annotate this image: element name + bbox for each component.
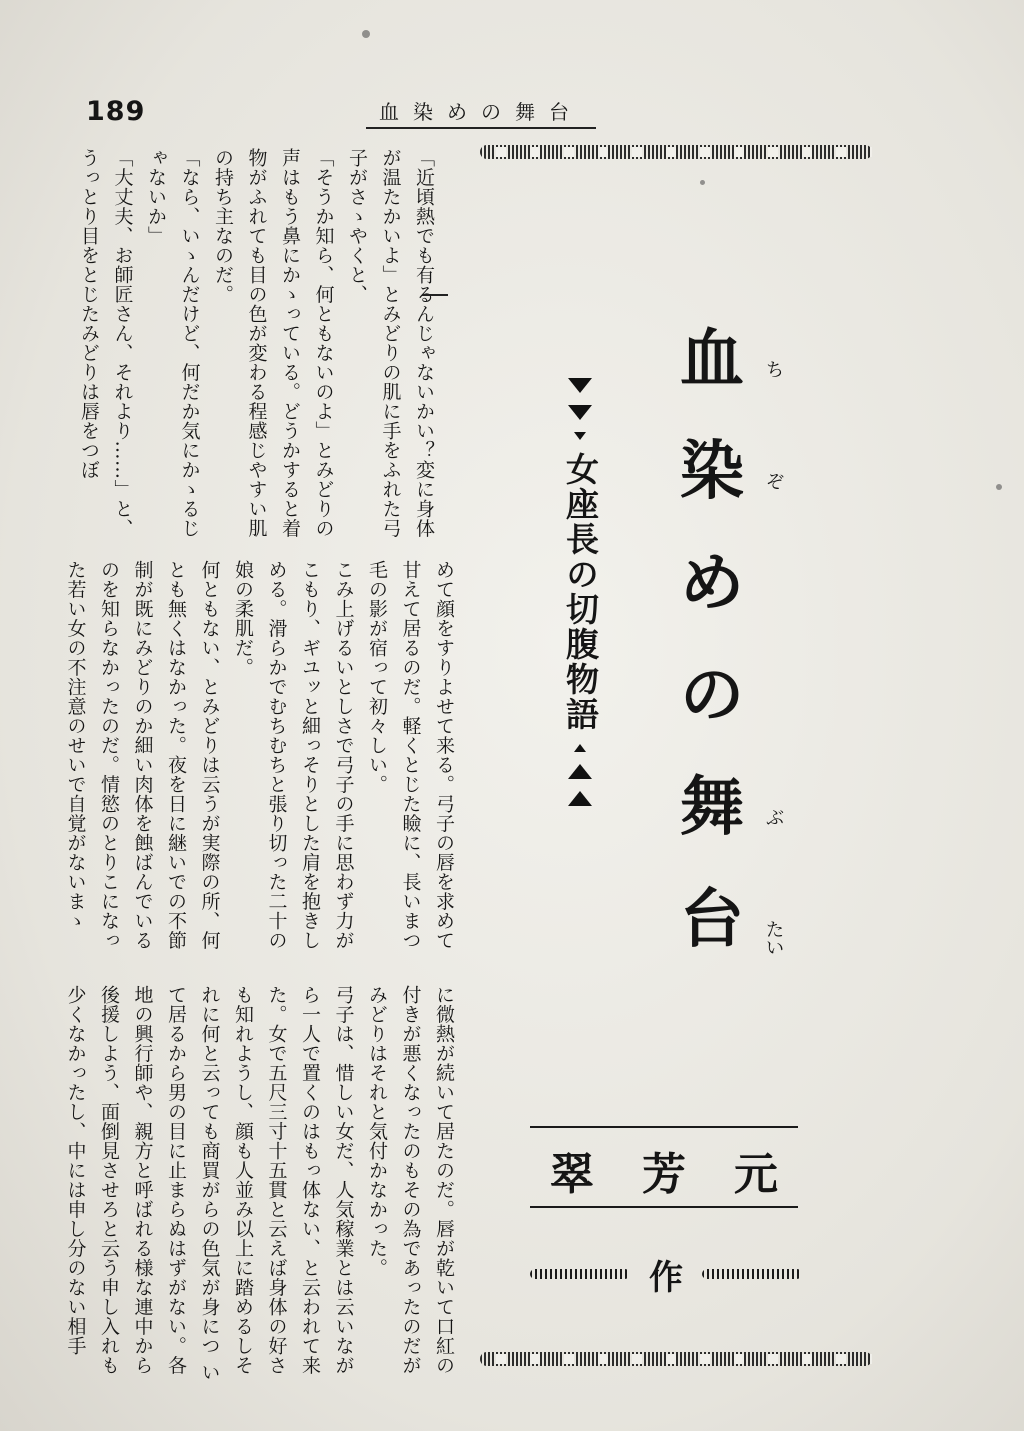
author-name bbox=[530, 1138, 798, 1202]
print-speck bbox=[362, 30, 370, 38]
author-char: 元 bbox=[734, 1149, 778, 1200]
title-char: 台 たい bbox=[680, 888, 790, 1000]
flourish-ornament bbox=[530, 1269, 630, 1279]
title-char: 血 ち bbox=[680, 322, 784, 397]
paragraph: 「近頃熱でも有るんじゃないかい？変に身体が温たかいよ」とみどりの肌に手をふれた弓子がさゝやくと、 bbox=[346, 148, 435, 538]
author-char: 芳 bbox=[642, 1149, 686, 1200]
paragraph: 「大丈夫、お師匠さん、それより……」と、うっとり目をとじたみどりは唇をつぼ bbox=[78, 148, 134, 538]
triangle-down-icon bbox=[568, 378, 592, 393]
author-char: 翠 bbox=[550, 1149, 594, 1200]
body-text-block-2 bbox=[64, 560, 460, 960]
triangle-up-icon bbox=[568, 791, 592, 806]
paragraph: 「そうか知ら、何ともないのよ」とみどりの声はもう鼻にかゝっている。どうかすると着物がふれても目の色が変わる程感じやすい肌の持ち主なのだ。 bbox=[212, 148, 335, 538]
subtitle-block bbox=[558, 378, 602, 938]
body-text-block-1 bbox=[78, 148, 440, 543]
decorative-border-bottom bbox=[480, 1352, 872, 1366]
credit-row bbox=[530, 1254, 802, 1298]
print-speck bbox=[996, 484, 1002, 490]
paragraph: 弓子は、惜しい女だ、人気稼業とは云いながら一人で置くのはもっ体ない、と云われて来た。女で五尺三寸十五貫と云えば身体の好さも知れようし、顔も人並み以上に踏めるしそれに何と云っても商買がらの色気が身につ いて居るから男の目に止まらぬはずがない。各地の興行師や、親方と呼ばれる様な連中から後援しよう、面倒見させろと云う申し入れも少くなかったし、中には申し分のない相手 bbox=[64, 985, 355, 1382]
triangle-up-icon bbox=[568, 764, 592, 779]
subtitle: 女座長の切腹物語 bbox=[561, 452, 600, 732]
title-ruby: ぞ bbox=[766, 472, 784, 493]
title-ruby: ち bbox=[766, 360, 784, 381]
title-char: め bbox=[680, 546, 744, 621]
paragraph: 「なら、いゝんだけど、何だか気にかゝるじゃないか」 bbox=[145, 148, 201, 538]
body-text-block-3 bbox=[64, 985, 460, 1390]
running-title: 血染めの舞台 bbox=[366, 96, 596, 129]
author-rule-bottom bbox=[530, 1206, 798, 1208]
paragraph: こみ上げるいとしさで弓子の手に思わず力がこもり、ギユッと細っそりとした肩を抱きしめる。滑らかでむちむちと張り切った二十の娘の柔肌だ。 bbox=[232, 560, 355, 950]
section-number bbox=[422, 294, 448, 299]
title-ruby: ぶ bbox=[766, 808, 784, 829]
title-char: の bbox=[680, 658, 744, 733]
triangle-up-icon bbox=[574, 744, 586, 752]
print-speck bbox=[700, 180, 705, 185]
title-char: 染 ぞ bbox=[680, 434, 784, 509]
main-title bbox=[680, 322, 790, 959]
paragraph: めて顔をすりよせて来る。弓子の唇を求めて甘えて居るのだ。軽くとじた瞼に、長いまつ毛の影が宿って初々しい。 bbox=[366, 560, 455, 950]
paragraph: 何ともない、とみどりは云うが実際の所、何とも無くはなかった。夜を日に継いでの不節制が既にみどりのか細い肉体を蝕ばんでいるのを知らなかったのだ。情慾のとりこになった若い女の不注意のせいで自覚がないまゝ bbox=[64, 560, 221, 950]
paragraph: に微熱が続いて居たのだ。唇が乾いて口紅の付きが悪くなったのもその為であったのだがみどりはそれと気付かなかった。 bbox=[366, 985, 455, 1375]
page-number: 189 bbox=[86, 96, 146, 127]
title-char: 舞 ぶ bbox=[680, 770, 784, 845]
flourish-ornament bbox=[702, 1269, 802, 1279]
author-rule-top bbox=[530, 1126, 798, 1128]
triangle-down-icon bbox=[574, 432, 586, 440]
decorative-border-top bbox=[480, 145, 872, 159]
credit-label: 作 bbox=[649, 1257, 683, 1298]
title-ruby: たい bbox=[766, 920, 784, 959]
triangle-down-icon bbox=[568, 405, 592, 420]
